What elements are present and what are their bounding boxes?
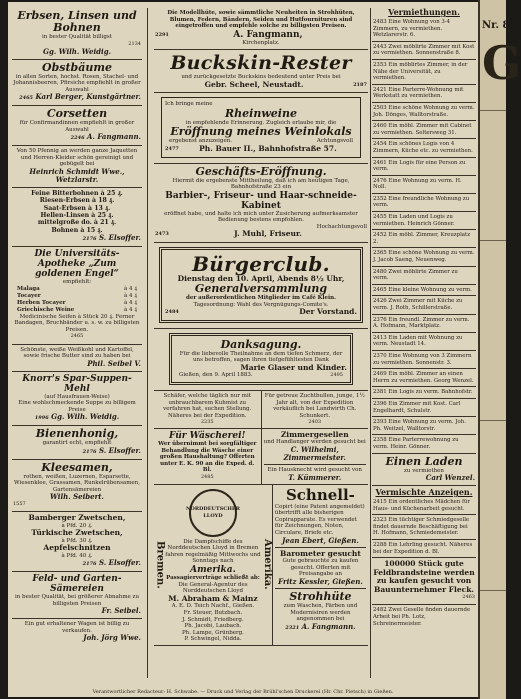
ad-text: garantirt echt, empfiehlt [42,440,112,447]
ad-rhine-wine [154,93,368,164]
ad-copier [272,485,368,645]
item-list [13,190,141,234]
ad-text: in bester Qualität, bei größerer Abnahme zu billigsten Preisen [15,594,139,607]
ad-text: 100000 Stück gute Feldbrandsteine werden zu kaufen gesucht von Bauunternehmer Fleck. [373,559,475,594]
ad-text: Die Dampfschiffe des Norddeutschen Lloyd in Bremen fahren regelmäßig Mittwochs und Sonntags nach [165,538,261,565]
section-title-rentals: Vermiethungen. [388,7,460,17]
item-name: Tocayer [17,292,41,299]
list-item: Bohnen à 15 ₰. [51,226,103,234]
list-item: Riesen-Erbsen à 18 ₰. [39,197,115,205]
list-item: 2352 Eine freundliche Wohnung zu verm. [372,194,476,212]
ad-cabbage [12,345,142,372]
ad-text: Ein gut erhaltener Wagen ist billig zu verkaufen. [24,621,130,634]
misc-list [372,497,476,558]
ad-wagon [12,619,142,645]
ad-text-3: zum Waschen, Färben und Modernisiren werden angenommen bei [283,602,358,623]
ad-frame [161,97,361,158]
ad-firm: Heinrich Schmidt Wwe., Wetzlarstr. [29,166,125,184]
ad-subtitle: der außerordentlichen Mitglieder im Café Klein. [185,295,336,301]
ad-regards: Hochachtungsvoll [316,223,367,230]
ad-place-1: Fr. Steuer, Butzbach. [183,609,243,616]
list-item: 2353 Ein möblirtes Zimmer, in der Nähe der Universität, zu vermiethen. [372,60,476,85]
ad-firm: Phil. Seibel V. [87,358,141,368]
item-price: à 4 ₰ [123,306,137,313]
ad-lloyd [154,485,272,645]
ad-firm-3 [275,623,366,632]
ad-number: 2465 [19,95,34,102]
ad-agenda: Tagesordnung: Wahl des Vergnügungs-Comite's. [193,301,329,308]
left-column [12,8,142,678]
ad-firm: M. Abraham & Mainz [168,593,258,603]
list-item: 2503 Eine schöne Wohnung zu verm. Joh. Dönges, Walltorstraße. [372,103,476,121]
ad-title-2: Barbier-, Friseur- und Haar-schneide-Kabinet [165,190,357,211]
lloyd-seal-icon: NORDDEUTSCHER LLOYD [189,489,237,537]
ad-text-2: Ein Hausknecht wird gesucht von [267,467,362,474]
list-item: 2455 Ein Laden und Logis zu vermiethen. Heinrich Gönner. [372,212,476,230]
ad-firm: Wilh. Seibert. [50,492,104,502]
ad-title: Schnell- [285,485,355,504]
list-item: 2426 Zwei Zimmer mit Küche zu verm. J. Roth, Schillerstraße. [372,296,476,314]
ad-firm-name: Der Vorstand. [299,307,357,316]
ad-small-left [154,391,261,428]
list-item: 2288 Ein Lehrling gesucht. Näheres bei der Expedition d. Bl. [372,540,476,558]
ad-firm: Carl Wenzel. [425,473,475,482]
ad-firm [155,230,367,239]
ad-title: Corsetten [46,107,108,121]
ad-text-3: à Pfd. 40 ₰. [61,552,93,559]
ad-firm [13,447,141,456]
ad-row-3 [154,485,368,646]
ad-firm: Marie Glaser und Kinder. [240,362,347,372]
list-item: 2396 Ein Zimmer mit Kost. Carl Engelhardt, Schulstr. [372,399,476,417]
divider [480,240,506,241]
ad-firm-2: T. Kümmerer. [288,472,342,482]
ad-text: Eine wohlschmeckende Suppe zu billigem Preise [18,400,136,413]
ad-firm-name: Gg. Wilh. Weidig. [51,412,120,422]
ad-legumes-list [12,188,142,247]
list-item [13,293,141,300]
ad-text: rothen, weißen, Luzernen, Esparsette, Wiesenklee, Grassamen, Runkelrübensamen, Gartensämereien [14,473,140,493]
ad-peas-lentils [12,8,142,60]
ad-title: Kleesamen, [41,460,113,474]
ad-firm-name: A. Fangmann. [87,132,141,142]
ad-title-2: Türkische Zwetschen, [31,528,123,538]
item-name: Herben Tocayer [17,299,66,306]
ad-place-5: P. Schwingel, Nidda. [184,636,242,643]
ad-seeds [12,572,142,619]
ad-title-3: Aepfelschnitzen [43,543,111,553]
ad-text: für Confirmandinnen empfiehlt in großer Auswahl [19,120,135,133]
divider [275,588,366,589]
ad-number: 2321 [285,624,300,631]
ad-lloyd-body [163,487,264,643]
ad-text: Die Modellhüte, sowie sämmtliche Neuheiten in Strohhüten, Blumen, Federn, Bändern, Seiden und Hutfournituren sind eingetroffen und empfehle solche zu billigsten Preisen. [167,10,355,29]
item-price: à 4 ₰ [123,299,137,306]
ad-firm: Joh. Jörg Wwe. [83,633,141,643]
ad-address: Kirchenplatz. [242,39,280,46]
ad-regards: Achtungsvoll [316,138,353,144]
ad-frame [169,333,353,386]
ad-firm [155,30,367,40]
ad-number: 2473 [155,231,169,237]
ad-firm-name: Karl Berger, Kunstgärtner. [35,92,141,102]
ad-title: Bürgerclub. [192,251,330,276]
ad-text-2: Die General-Agentur des Norddeutschen Lloyd [178,581,248,595]
ad-closing: eröffnet habe, und halte ich mich unter Zusicherung aufmerksamster Bedienung bestens empfohlen. [164,210,358,223]
ad-title: Buckskin-Rester [170,52,352,74]
imprint: Verantwortlicher Redacteur: H. Schwabe. — Druck und Verlag der Brühl'schen Druckerei (Hr. Chr. Pietsch) in Gießen. [8,688,478,697]
list-item: 2381 Ein Logis zu verm. Bahnhofstr. [372,387,476,399]
ad-buergerclub [154,243,368,329]
ad-title: Bamberger Zwetschen, [28,513,126,523]
list-item: Feine Bitterbohnen à 25 ₰. [31,189,123,197]
list-item: mittelgroße do. à 21 ₰. [37,219,117,227]
ad-shop [372,454,476,487]
ad-business-opening [154,164,368,243]
middle-column [154,8,368,678]
ad-number: 2485 [200,473,214,480]
divider [480,420,506,421]
list-item: Hellen-Linsen à 25 ₰. [40,212,114,220]
list-item: 2469 Ein möbl. Zimmer an einen Herrn zu vermiethen. Georg Wenzel. [372,369,476,387]
ad-title: Feld- und Garten-Sämereien [32,574,122,595]
wine-list [13,286,141,314]
ad-closing-text: ergebenst anzuzeigen. [169,138,232,144]
ad-text-2: Gute gebrauchte zu kaufen gesucht. Offerten mit Preisangabe an [282,558,359,578]
ad-number: 2235 [200,419,214,426]
ad-corsets [12,106,142,146]
ad-text: Von 50 Pfennig an werden ganze Jaquetten und Herren-Kleider schön gereinigt und gebügelt bei [16,148,138,168]
ad-firm-name: S. Elsoffer. [98,558,141,568]
list-item: 2393 Eine Wohnung zu verm. Joh. Ph. Weitzel, Walltorstr. [372,417,476,435]
list-item: 2376 Ein freundl. Zimmer zu verm. A. Hofmann, Marktplatz. [372,315,476,333]
ad-side-label-left: Bremen. [154,540,166,589]
ad-pharmacy [12,247,142,344]
ad-clover-seed [12,460,142,513]
ad-number: 1557 [13,501,26,508]
divider [275,547,366,548]
list-item: 2452 Ein möbl. Zimmer, Kreuzplatz 2. [372,230,476,248]
ad-number: 2246 [70,135,85,142]
ad-firm [13,133,141,142]
ad-thanks [154,329,368,392]
ad-row-1 [154,391,368,429]
ad-title: Die Universitäts-Apotheke „Zum goldenen Engel“ [34,249,120,280]
ad-text: Medicinische Seifen à Stück 20 ₰. Ferner Bandagen, Bruchbänder u. s. w. zu billigsten Preisen. [14,313,140,333]
list-item: 2415 Ein ordentliches Mädchen für Haus- und Küchenarbeit gesucht. [372,497,476,515]
list-item: 2482 Zwei Geselle finden dauernde Arbeit bei Ph. Lotz, Schreinermeister. [373,607,471,627]
ad-text: Schönste, weiße Weißkohl und Kartoffel, sowie frische Butter sind zu haben bei [20,346,134,360]
divider [264,464,367,465]
ad-title: Bienenhonig, [35,427,119,441]
ad-text-2: à Pfd. 30 ₰. [61,537,93,544]
ad-title-3: Strohhüte [289,589,352,603]
ad-subtitle: Passagierverträge schließt ab: [166,575,260,582]
list-item: 2358 Eine Parterrewohnung zu verm. Heinr. Gönner. [372,435,476,453]
ad-text: in allen Sorten, hochst. Rosen, Stachel- und Johannisbeeren, Pfirsiche empfiehlt in großer Auswahl [13,73,141,93]
list-item: 2443 Zwei möblirte Zimmer mit Kost zu vermiethen. Sonnenstraße 8. [372,42,476,60]
item-name: Malaga [17,285,40,292]
column-rule [147,8,148,678]
list-item: 2461 Ein Logis für eine Person zu verm. [372,158,476,176]
ad-number: 1996 [34,415,49,422]
ad-firm [155,81,367,90]
ad-number: 2176 [82,236,97,243]
ad-number: 2176 [82,448,97,455]
ad-laundry [154,429,261,484]
ad-firm [13,234,141,243]
right-column [372,8,476,678]
rentals-list [372,17,476,454]
ad-title: Geschäfts-Eröffnung. [195,164,327,178]
ad-text: Schäfer, welche täglich nur mit unbrauchbarem Kuhmist zu verfahren hat, suchen Stellung. Näheres bei der Expedition. [163,393,252,419]
ad-text: zu vermiethen [404,467,444,474]
ad-firm-name: Gebr. Scheel, Neustadt. [204,79,304,89]
ad-number: 2465 [70,333,84,340]
ad-number: 2134 [128,40,141,47]
ad-plums [12,512,142,572]
list-item: 2365 Eine schöne Wohnung zu verm. J. Jacob Saeng, Neuenweg. [372,248,476,266]
ad-model-hats [154,8,368,50]
list-item [13,286,141,293]
ad-title-2: Eröffnung meines Weinlokals [170,125,352,138]
ad-text: Wer übernimmt bei sorgfältiger Behandlung die Wäsche einer großen Haushaltung? Offerten unter E. K. 90 an die Exped. d. Bl. [158,440,257,474]
ad-number: 2403 [308,419,322,426]
ad-firm-name: J. Muhl, Friseur. [234,229,302,238]
ad-place-2: J. Schmidt, Friedberg. [182,616,244,623]
list-item: 2480 Zwei möblirte Zimmer zu verm. [372,267,476,285]
ad-text: in empfehlende Erinnerung. Zugleich erlaube mir, die [185,119,337,126]
list-item: 2454 Ein schönes Logis von 4 Zimmern, Küche etc. zu vermiethen. [372,139,476,157]
page-number: Nr. 82 [482,20,517,31]
ad-title: Einen Laden [385,454,463,468]
ad-text: Für getreue Zuchtbullen, junge, 1½ Jahr alt, von der Expedition verkäuflich bei Landwirth Ch. Schunkert. [264,393,365,419]
ad-cleaning [12,146,142,188]
item-price: à 4 ₰ [123,285,137,292]
ad-fruit-trees [12,60,142,107]
item-name: Griechische Weine [17,306,75,313]
ad-number: 2187 [353,81,367,88]
ad-firm-2: Fritz Kessler, Gießen. [278,576,363,586]
ad-title: Erbsen, Linsen und Bohnen [17,9,137,34]
ad-firm [165,308,357,317]
divider [480,590,506,591]
ad-text: in bester Qualität billigst [42,34,112,40]
ad-row-2 [154,429,368,485]
ad-text: empfiehlt: [62,279,92,286]
list-item: 2460 Ein möbl. Zimmer mit Cabinet zu vermiethen. Seltersweg 31. [372,121,476,139]
ad-text: Hiermit die ergebenste Mittheilung, daß ich am heutigen Tage, Bahnhofstraße 23 ein [172,177,350,190]
ad-firm-name: Ph. Bauer II., Bahnhofstraße 57. [199,144,337,153]
list-item [13,300,141,307]
ad-firm: C. Wilhelmi, Zimmermeister. [283,445,346,463]
ad-title: Danksagung. [220,337,302,351]
list-item: 2483 Eine Wohnung von 3-4 Zimmern, zu vermiethen. Wetzlarerstr. 6. [372,17,476,42]
ad-firm [13,559,141,568]
list-item: 2413 Ein Laden mit Wohnung zu verm. Neustadt 14. [372,333,476,351]
ad-bricks [372,558,476,605]
item-price: à 4 ₰ [123,292,137,299]
list-item: 2465 Eine kleine Wohnung zu verm. [372,285,476,297]
ad-firm [13,93,141,102]
ad-date: Dienstag den 10. April, Abends 8½ Uhr, [177,273,345,283]
ad-text: à Pfd. 20 ₰. [61,522,93,529]
ad-firm: Gg. Wilh. Weidig. [42,46,112,56]
ad-title: Zimmergesellen [280,429,349,439]
ad-title: Rheinweine [225,106,297,120]
ad-title-2: Barometer gesucht [280,548,361,558]
ad-number: 2484 [165,309,179,315]
adjacent-page-edge [478,0,521,699]
ad-firm [13,413,141,422]
list-item: 2323 Ein tüchtiger Schmiedgeselle findet dauernde Beschäftigung bei H. Hofmann, Schmiedemeister. [372,515,476,540]
ad-title: Obstbäume [41,60,112,74]
ad-honey [12,426,142,460]
ad-buckskin [154,50,368,93]
ad-firm-name: S. Elsoffer. [98,233,141,243]
ad-number: 2176 [82,561,97,568]
ad-frame [159,247,363,323]
ad-closing [175,372,347,379]
masthead-letter: G [482,36,521,90]
ad-title: Für Wäscherei! [169,430,246,441]
list-item: 2476 Eine Wohnung zu verm. H. Noll. [372,176,476,194]
ad-carpenters [261,429,369,484]
list-item: 2421 Eine Parterre-Wohnung mit Werkstatt zu vermiethen. [372,85,476,103]
ad-place-0: A. E. D. Teich Nachf., Gießen. [171,603,255,610]
list-item: Saat-Erbsen à 13 ₰. [43,204,111,212]
ad-number: 2463 [462,594,475,601]
ad-firm-name: A. Fangmann. [301,621,356,631]
list-item [13,307,141,314]
ad-number: 2291 [155,31,169,38]
ad-small-right [261,391,369,428]
list-item: 2370 Eine Wohnung von 3 Zimmern zu vermiethen. Sonnenstr. 3. [372,351,476,369]
column-rule [370,8,371,678]
ad-firm [165,145,357,154]
ad-place-date: Gießen, den 9. April 1883. [179,372,253,378]
ad-firm-name: S. Elsoffer. [98,445,141,455]
ad-firm: Jean Ebert, Gießen. [282,535,359,545]
ad-text: Für die liebevolle Theilnahme an dem tiefen Schmerz, der uns betroffen, sagen ihren tiefgefühltesten Dank [179,350,343,363]
ad-firm-name: A. Fangmann, [233,29,303,40]
ad-text: und zurückgesetzte Buckskins bedeutend unter Preis bei [181,74,341,80]
ad-number: 2495 [330,372,343,378]
ad-subtitle: (auf Hausfrauen-Weise) [44,393,110,400]
ad-soup-flour [12,372,142,427]
ad-place-4: Ph. Lampe, Grünberg. [181,629,244,636]
ad-title-2: Generalversammlung [194,282,328,295]
divider [480,110,506,111]
ad-title: Amerika. [190,565,236,576]
ad-place-3: Ph. Jacobi, Laubach. [184,623,242,630]
newspaper-page [8,2,478,692]
ad-intro: Ich bringe meine [165,101,213,107]
ad-text: und Handlanger werden gesucht bei [263,439,366,446]
ad-number: 2477 [165,146,179,152]
ad-text: Copirt (eine Patent angemeldet) übertrifft alle bisherigen Copirapparate. Es verwendet für Zeichnungen, Noten, Circulare, Briefe etc. [274,503,365,537]
ad-firm: Fr. Seibel. [101,606,141,616]
ad-title: Knorr's Spar-Suppen-Mehl [22,373,132,394]
section-title-misc: Vermischte Anzeigen. [375,487,473,497]
ad-side-label-right: Amerika. [261,539,273,591]
